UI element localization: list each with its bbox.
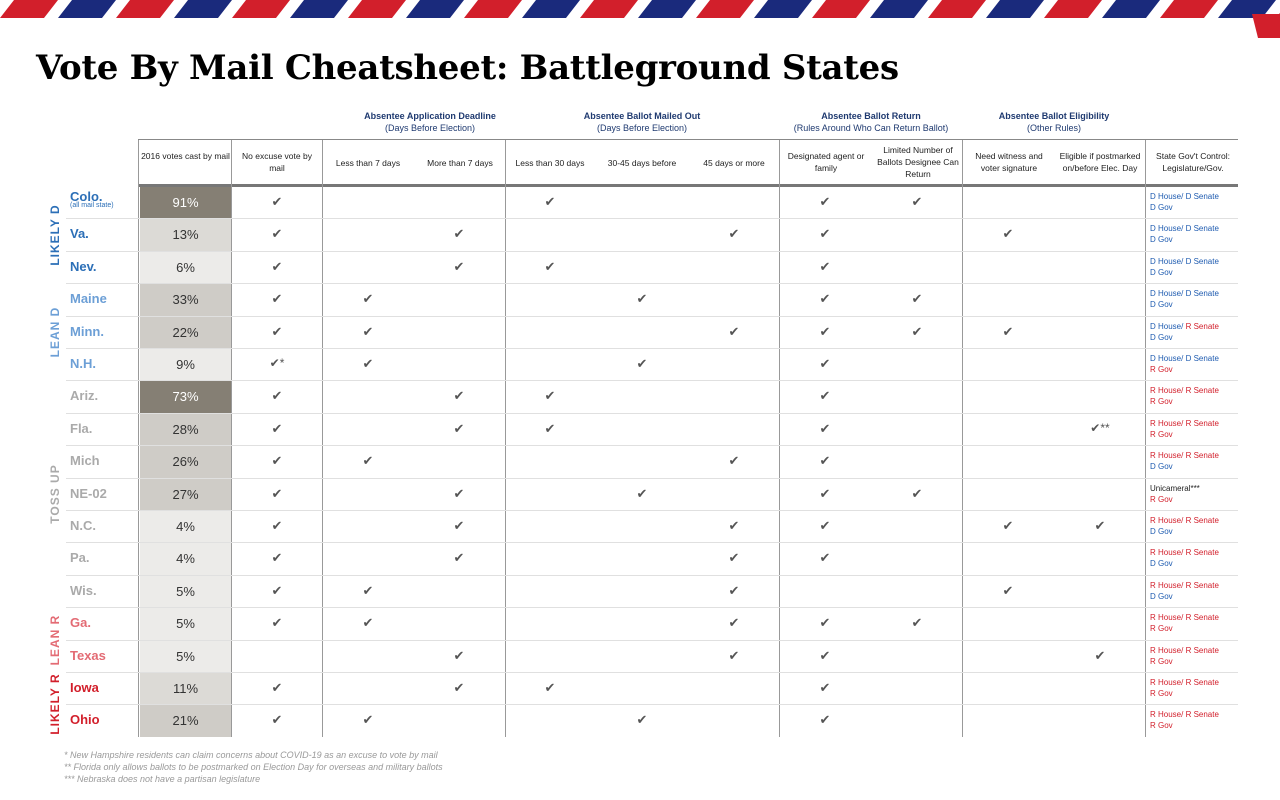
state-control-line [1150,677,1219,688]
col-header-need-witness: Need witness and voter signature [975,151,1043,173]
party-label: D Gov [1150,267,1173,277]
state-control [1150,385,1219,407]
band-label-toss-up [44,380,66,607]
check-icon: ✔ [271,194,283,209]
col-header-state-control: State Gov't Control: Legislature/Gov. [1156,151,1230,173]
state-control [1150,580,1219,602]
party-label: R House/ R Senate [1150,678,1219,687]
state-control [1150,256,1219,278]
party-label: R Gov [1150,689,1173,698]
votes-by-mail-cell: 28% [140,414,231,445]
votes-by-mail-cell: 33% [140,284,231,315]
check-icon: ✔ [911,194,923,209]
party-label: R Gov [1150,494,1173,504]
state-control-line [1150,429,1219,440]
check-icon: ✔ [636,356,648,371]
party-label: D Gov [1150,559,1173,569]
check-icon: ✔ [911,291,923,307]
state-control-line [1150,256,1219,267]
check-icon: ✔ [1002,323,1014,339]
check-icon: ✔ [1094,647,1106,663]
state-control-line [1150,418,1219,429]
state-name: Texas [70,647,106,663]
state-name: Mich [70,453,100,469]
state-control [1150,353,1219,375]
row-divider [66,478,1238,479]
column-divider [962,140,963,737]
check-icon: ✔ [271,323,283,339]
state-control-line [1150,612,1219,623]
party-label: R Gov [1150,624,1173,634]
footnote: *** Nebraska does not have a partisan legislature [64,774,261,784]
check-icon: ✔ [362,712,374,728]
col-header-45-more: 45 days or more [703,158,765,168]
votes-by-mail-cell: 4% [140,543,231,574]
check-icon: ✔ [453,680,465,695]
party-label: R House/ R Senate [1150,418,1219,428]
check-icon: ✔ [819,518,831,533]
check-icon: ✔* [269,356,285,370]
state-name: Ohio [70,712,100,728]
party-label: R Gov [1150,365,1173,374]
row-divider [66,510,1238,511]
votes-by-mail-cell: 27% [140,479,231,510]
check-icon: ✔ [544,194,556,209]
state-control-line [1150,364,1219,375]
party-label: R Gov [1150,721,1173,731]
state-name: Iowa [70,680,99,695]
row-divider [66,348,1238,349]
party-label: D House/ D Senate [1150,192,1219,201]
state-control-line [1150,191,1219,202]
check-icon: ✔ [819,485,831,501]
check-icon: ✔ [544,420,556,436]
state-control [1150,288,1219,310]
check-icon: ✔ [728,582,740,598]
col-header-no-excuse: No excuse vote by mail [242,151,312,173]
party-label: R Gov [1150,656,1173,666]
state-control-line [1150,580,1219,591]
row-divider [66,640,1238,641]
votes-by-mail-cell: 4% [140,511,231,542]
check-icon: ✔ [1094,518,1106,533]
column-divider [322,140,323,737]
state-control [1150,223,1219,245]
column-divider [138,140,139,737]
check-icon: ✔ [271,485,283,501]
check-icon: ✔ [728,323,740,339]
party-label: R House/ R Senate [1150,710,1219,720]
state-name: Ga. [70,615,91,631]
row-divider [66,218,1238,219]
votes-by-mail-cell: 5% [140,641,231,672]
state-name: NE-02 [70,485,107,501]
state-control-line [1150,645,1219,656]
check-icon: ✔ [544,680,556,695]
row-divider [66,316,1238,317]
row-divider [66,607,1238,608]
check-icon: ✔ [728,518,740,533]
check-icon: ✔ [1002,518,1014,533]
check-icon: ✔ [819,550,831,566]
row-divider [66,413,1238,414]
header-top-rule [138,139,1238,140]
check-icon: ✔ [362,291,374,307]
state-name: Nev. [70,258,97,274]
state-control [1150,450,1219,472]
party-label: R Senate [1185,321,1219,331]
band-label-text: LEAN R [48,614,62,665]
votes-by-mail-cell: 22% [140,317,231,348]
group-header-ballot-eligibility: Absentee Ballot Eligibility (Other Rules) [998,111,1110,133]
party-label: R House/ R Senate [1150,613,1219,623]
party-label: R Gov [1150,429,1173,439]
party-label: R House/ R Senate [1150,645,1219,655]
col-header-less-than-7: Less than 7 days [335,158,401,168]
state-control-line [1150,299,1219,310]
state-control-line [1150,515,1219,526]
state-control [1150,612,1219,634]
check-icon: ✔ [271,291,283,307]
page-title: Vote By Mail Cheatsheet: Battleground States [36,48,899,88]
state-name: N.H. [70,356,96,371]
votes-by-mail-cell: 13% [140,219,231,250]
state-name: Colo. (all mail state) [70,189,114,209]
airmail-stripe [0,0,1280,18]
check-icon: ✔ [271,420,283,436]
band-label-text: LIKELY D [48,203,62,266]
check-icon: ✔ [819,615,831,631]
state-control [1150,547,1219,569]
state-control-line [1150,494,1200,505]
row-divider [66,704,1238,705]
state-control [1150,677,1219,699]
party-label: D Gov [1150,591,1173,601]
votes-by-mail-cell: 5% [140,576,231,607]
row-divider [66,283,1238,284]
check-icon: ✔ [819,680,831,695]
party-label: R House/ R Senate [1150,516,1219,525]
check-icon: ✔ [271,550,283,566]
column-divider [505,140,506,737]
check-icon: ✔ [362,356,374,371]
state-control [1150,709,1219,731]
state-control-line [1150,267,1219,278]
check-icon: ✔ [819,226,831,242]
party-label: D Gov [1150,300,1173,310]
party-label: D House/ D Senate [1150,354,1219,363]
check-icon: ✔ [819,258,831,274]
check-icon: ✔ [819,291,831,307]
check-icon: ✔ [271,518,283,533]
row-divider [66,575,1238,576]
votes-by-mail-cell: 26% [140,446,231,477]
band-label-lean-d [44,283,66,380]
state-control [1150,515,1219,537]
check-icon: ✔ [911,323,923,339]
check-icon: ✔ [1002,226,1014,242]
col-header-postmarked: Eligible if postmarked on/before Elec. Day [1059,151,1141,173]
state-control-line [1150,288,1219,299]
check-icon: ✔ [911,485,923,501]
row-divider [66,672,1238,673]
check-icon: ✔ [819,356,831,371]
check-icon: ✔ [271,388,283,404]
party-label: R Gov [1150,397,1173,407]
state-control [1150,483,1200,505]
party-label: D Gov [1150,332,1173,342]
footnotes [64,749,443,785]
party-label: D Gov [1150,203,1173,212]
state-control-line [1150,321,1219,332]
row-divider [66,380,1238,381]
header-bottom-rule [138,184,1238,187]
votes-by-mail-cell: 9% [140,349,231,380]
check-icon: ✔ [636,712,648,728]
check-icon: ✔ [544,388,556,404]
check-icon: ✔ [453,485,465,501]
party-label: R House/ R Senate [1150,580,1219,590]
check-icon: ✔** [1090,420,1110,435]
check-icon: ✔ [819,194,831,209]
group-header-ballot-mailed-out: Absentee Ballot Mailed Out (Days Before Election) [583,111,701,133]
check-icon: ✔ [453,420,465,436]
state-control-line [1150,396,1219,407]
state-name: Pa. [70,550,90,566]
party-label: D House/ D Senate [1150,289,1219,299]
check-icon: ✔ [362,615,374,631]
state-control-line [1150,720,1219,731]
state-control-line [1150,709,1219,720]
airmail-stripe-tail [1240,14,1280,38]
check-icon: ✔ [362,582,374,598]
check-icon: ✔ [728,226,740,242]
votes-by-mail-cell: 91% [140,187,231,218]
footnote: ** Florida only allows ballots to be postmarked on Election Day for overseas and military ballots [64,762,443,772]
check-icon: ✔ [453,550,465,566]
party-label: D House/ [1150,321,1186,331]
row-divider [66,445,1238,446]
check-icon: ✔ [636,291,648,307]
state-control [1150,645,1219,667]
party-label: D House/ D Senate [1150,224,1219,234]
check-icon: ✔ [271,615,283,631]
state-name: N.C. [70,518,96,533]
party-label: R House/ R Senate [1150,386,1219,396]
check-icon: ✔ [271,258,283,274]
check-icon: ✔ [271,680,283,695]
state-name: Fla. [70,420,93,436]
check-icon: ✔ [271,712,283,728]
band-label-text: TOSS UP [48,464,62,524]
state-control-line [1150,223,1219,234]
check-icon: ✔ [819,420,831,436]
votes-by-mail-cell: 73% [140,381,231,412]
check-icon: ✔ [271,453,283,469]
col-header-more-than-7: More than 7 days [427,158,493,168]
column-divider [1145,140,1146,737]
column-divider [779,140,780,737]
state-control-line [1150,547,1219,558]
check-icon: ✔ [453,388,465,404]
check-icon: ✔ [819,453,831,469]
state-control-line [1150,688,1219,699]
state-control [1150,191,1219,213]
band-label-likely-d [44,186,66,283]
party-label: Unicameral*** [1150,483,1200,493]
col-header-less-than-30: Less than 30 days [515,158,585,168]
state-control-line [1150,353,1219,364]
state-name: Ariz. [70,388,99,404]
state-control [1150,418,1219,440]
party-label: D Gov [1150,462,1173,472]
footnote: * New Hampshire residents can claim concerns about COVID-19 as an excuse to vote by mail [64,750,438,760]
check-icon: ✔ [728,550,740,566]
votes-by-mail-cell: 21% [140,705,231,736]
column-divider [231,140,232,737]
band-label-text: LIKELY R [48,673,62,736]
votes-by-mail-cell: 5% [140,608,231,639]
state-control-line [1150,591,1219,602]
check-icon: ✔ [819,712,831,728]
state-control-line [1150,623,1219,634]
check-icon: ✔ [453,518,465,533]
check-icon: ✔ [453,226,465,242]
row-divider [66,251,1238,252]
state-control-line [1150,483,1200,494]
band-label-text: LEAN D [48,306,62,358]
check-icon: ✔ [453,647,465,663]
band-label-lean-r [44,607,66,672]
check-icon: ✔ [453,258,465,274]
state-control-line [1150,332,1219,343]
state-name: Maine [70,291,107,307]
check-icon: ✔ [1002,582,1014,598]
state-control-line [1150,202,1219,213]
check-icon: ✔ [544,258,556,274]
state-control-line [1150,234,1219,245]
check-icon: ✔ [728,453,740,469]
state-control-line [1150,461,1219,472]
party-label: D Gov [1150,235,1173,245]
check-icon: ✔ [728,615,740,631]
check-icon: ✔ [636,485,648,501]
state-control-line [1150,385,1219,396]
state-name: Wis. [70,582,97,598]
check-icon: ✔ [819,323,831,339]
col-header-limited-number: Limited Number of Ballots Designee Can Return [877,145,959,179]
group-header-application-deadline: Absentee Application Deadline (Days Before Election) [364,111,496,133]
party-label: R House/ R Senate [1150,548,1219,558]
state-control-line [1150,656,1219,667]
state-note: (all mail state) [70,202,114,209]
col-header-30-45: 30-45 days before [607,158,677,168]
votes-by-mail-cell: 11% [140,673,231,704]
col-header-2016-votes: 2016 votes cast by mail [141,151,230,161]
check-icon: ✔ [819,388,831,404]
check-icon: ✔ [728,647,740,663]
check-icon: ✔ [911,615,923,631]
state-control-line [1150,450,1219,461]
check-icon: ✔ [271,582,283,598]
state-control-line [1150,558,1219,569]
state-name: Va. [70,226,89,242]
votes-by-mail-cell: 6% [140,252,231,283]
band-label-likely-r [44,672,66,737]
state-control [1150,321,1219,343]
group-header-ballot-return: Absentee Ballot Return (Rules Around Who Can Return Ballot) [793,111,949,133]
party-label: R House/ R Senate [1150,451,1219,461]
col-header-designated-agent: Designated agent or family [787,151,865,173]
row-divider [66,542,1238,543]
check-icon: ✔ [271,226,283,242]
check-icon: ✔ [819,647,831,663]
check-icon: ✔ [362,323,374,339]
check-icon: ✔ [362,453,374,469]
state-name: Minn. [70,323,104,339]
party-label: D House/ D Senate [1150,256,1219,266]
state-control-line [1150,526,1219,537]
party-label: D Gov [1150,527,1173,536]
